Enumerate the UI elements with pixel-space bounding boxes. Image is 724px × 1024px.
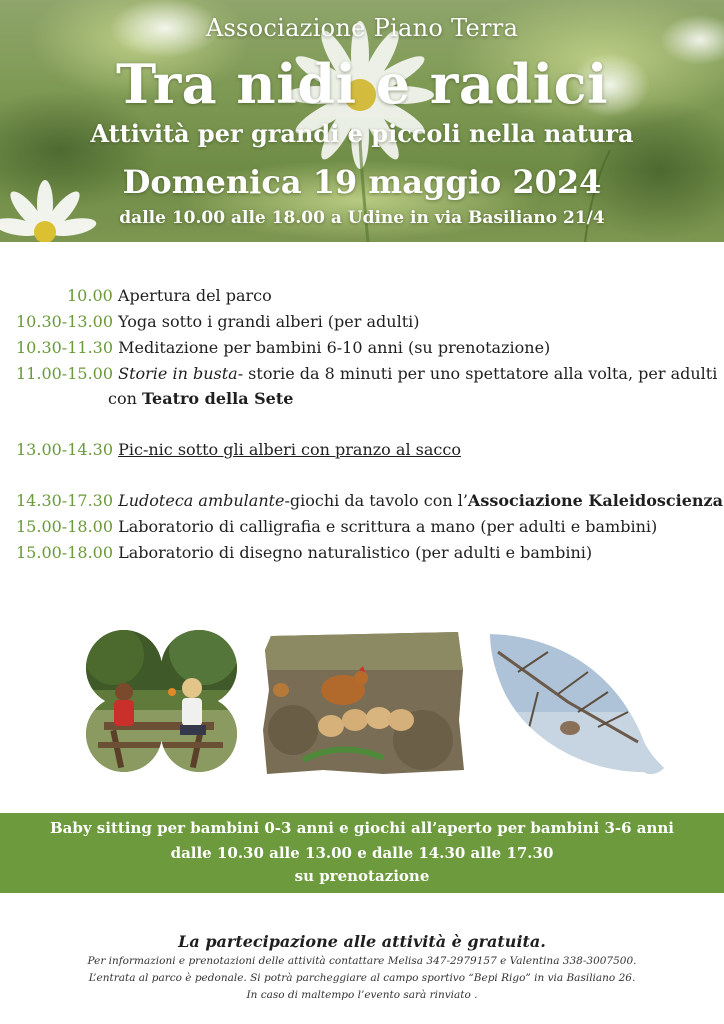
schedule-bold: Teatro della Sete: [141, 389, 294, 408]
schedule-item: [16, 517, 657, 536]
organization-name: Associazione Piano Terra: [205, 14, 519, 42]
footer-info-line: Per informazioni e prenotazioni delle attività contattare Melisa 347-2979157 e Valentina 338-3007500.: [87, 955, 637, 967]
event-subtitle: Attività per grandi e piccoli nella natura: [90, 119, 634, 148]
schedule-text: con: [108, 389, 142, 408]
schedule-item: [16, 338, 550, 357]
schedule-text: -giochi da tavolo con l’: [284, 491, 468, 510]
event-title: Tra nidi e radici: [115, 52, 609, 116]
schedule-text: Laboratorio di disegno naturalistico (per adulti e bambini): [118, 543, 593, 562]
hens-and-chicks-photo: [263, 630, 465, 776]
event-date: Domenica 19 maggio 2024: [122, 163, 602, 201]
babysitting-banner: [0, 813, 724, 893]
schedule-item-continuation: [108, 389, 293, 408]
schedule-time: 10.30-13.00: [16, 312, 114, 331]
schedule-item: [16, 491, 723, 510]
footer-info-line: L’entrata al parco è pedonale. Si potrà parcheggiare al campo sportivo “Bepi Rigo” in via Basiliano 26.: [88, 972, 636, 984]
banner-line: su prenotazione: [294, 867, 430, 885]
branches-sky-leaf-photo: [488, 632, 666, 778]
schedule-text: Meditazione per bambini 6-10 anni (su prenotazione): [118, 338, 551, 357]
schedule-item: [16, 543, 592, 562]
schedule-time: 15.00-18.00: [16, 517, 114, 536]
banner-line: Baby sitting per bambini 0-3 anni e giochi all’aperto per bambini 3-6 anni: [49, 819, 675, 837]
schedule-item: [67, 286, 272, 305]
schedule-italic: Ludoteca ambulante: [118, 491, 285, 510]
schedule-time: 10.30-11.30: [16, 338, 114, 357]
schedule-time: 14.30-17.30: [16, 491, 114, 510]
schedule-text: - storie da 8 minuti per uno spettatore alla volta, per adulti: [237, 364, 718, 383]
schedule-text: Yoga sotto i grandi alberi (per adulti): [118, 312, 420, 331]
header-banner: [0, 0, 724, 242]
schedule-time: 15.00-18.00: [16, 543, 114, 562]
schedule-time: 13.00-14.30: [16, 440, 114, 459]
event-place: dalle 10.00 alle 18.00 a Udine in via Basiliano 21/4: [119, 208, 605, 228]
schedule-time: 11.00-15.00: [16, 364, 114, 383]
free-participation-note: La partecipazione alle attività è gratuita.: [178, 932, 546, 951]
schedule-item: [16, 312, 419, 331]
schedule-time: 10.00: [67, 286, 113, 305]
banner-line: dalle 10.30 alle 13.00 e dalle 14.30 alle 17.30: [170, 844, 554, 862]
schedule-bold: Associazione Kaleidoscienza: [467, 491, 723, 510]
schedule-text: Apertura del parco: [117, 286, 272, 305]
schedule-item: [16, 440, 461, 459]
schedule-italic: Storie in busta: [118, 364, 238, 383]
schedule-item: [16, 364, 717, 383]
footer-info-line: In caso di maltempo l’evento sarà rinviato .: [246, 989, 478, 1001]
children-picnic-photo: [84, 630, 239, 772]
schedule-underlined: Pic-nic sotto gli alberi con pranzo al sacco: [118, 440, 461, 459]
schedule-text: Laboratorio di calligrafia e scrittura a mano (per adulti e bambini): [118, 517, 658, 536]
